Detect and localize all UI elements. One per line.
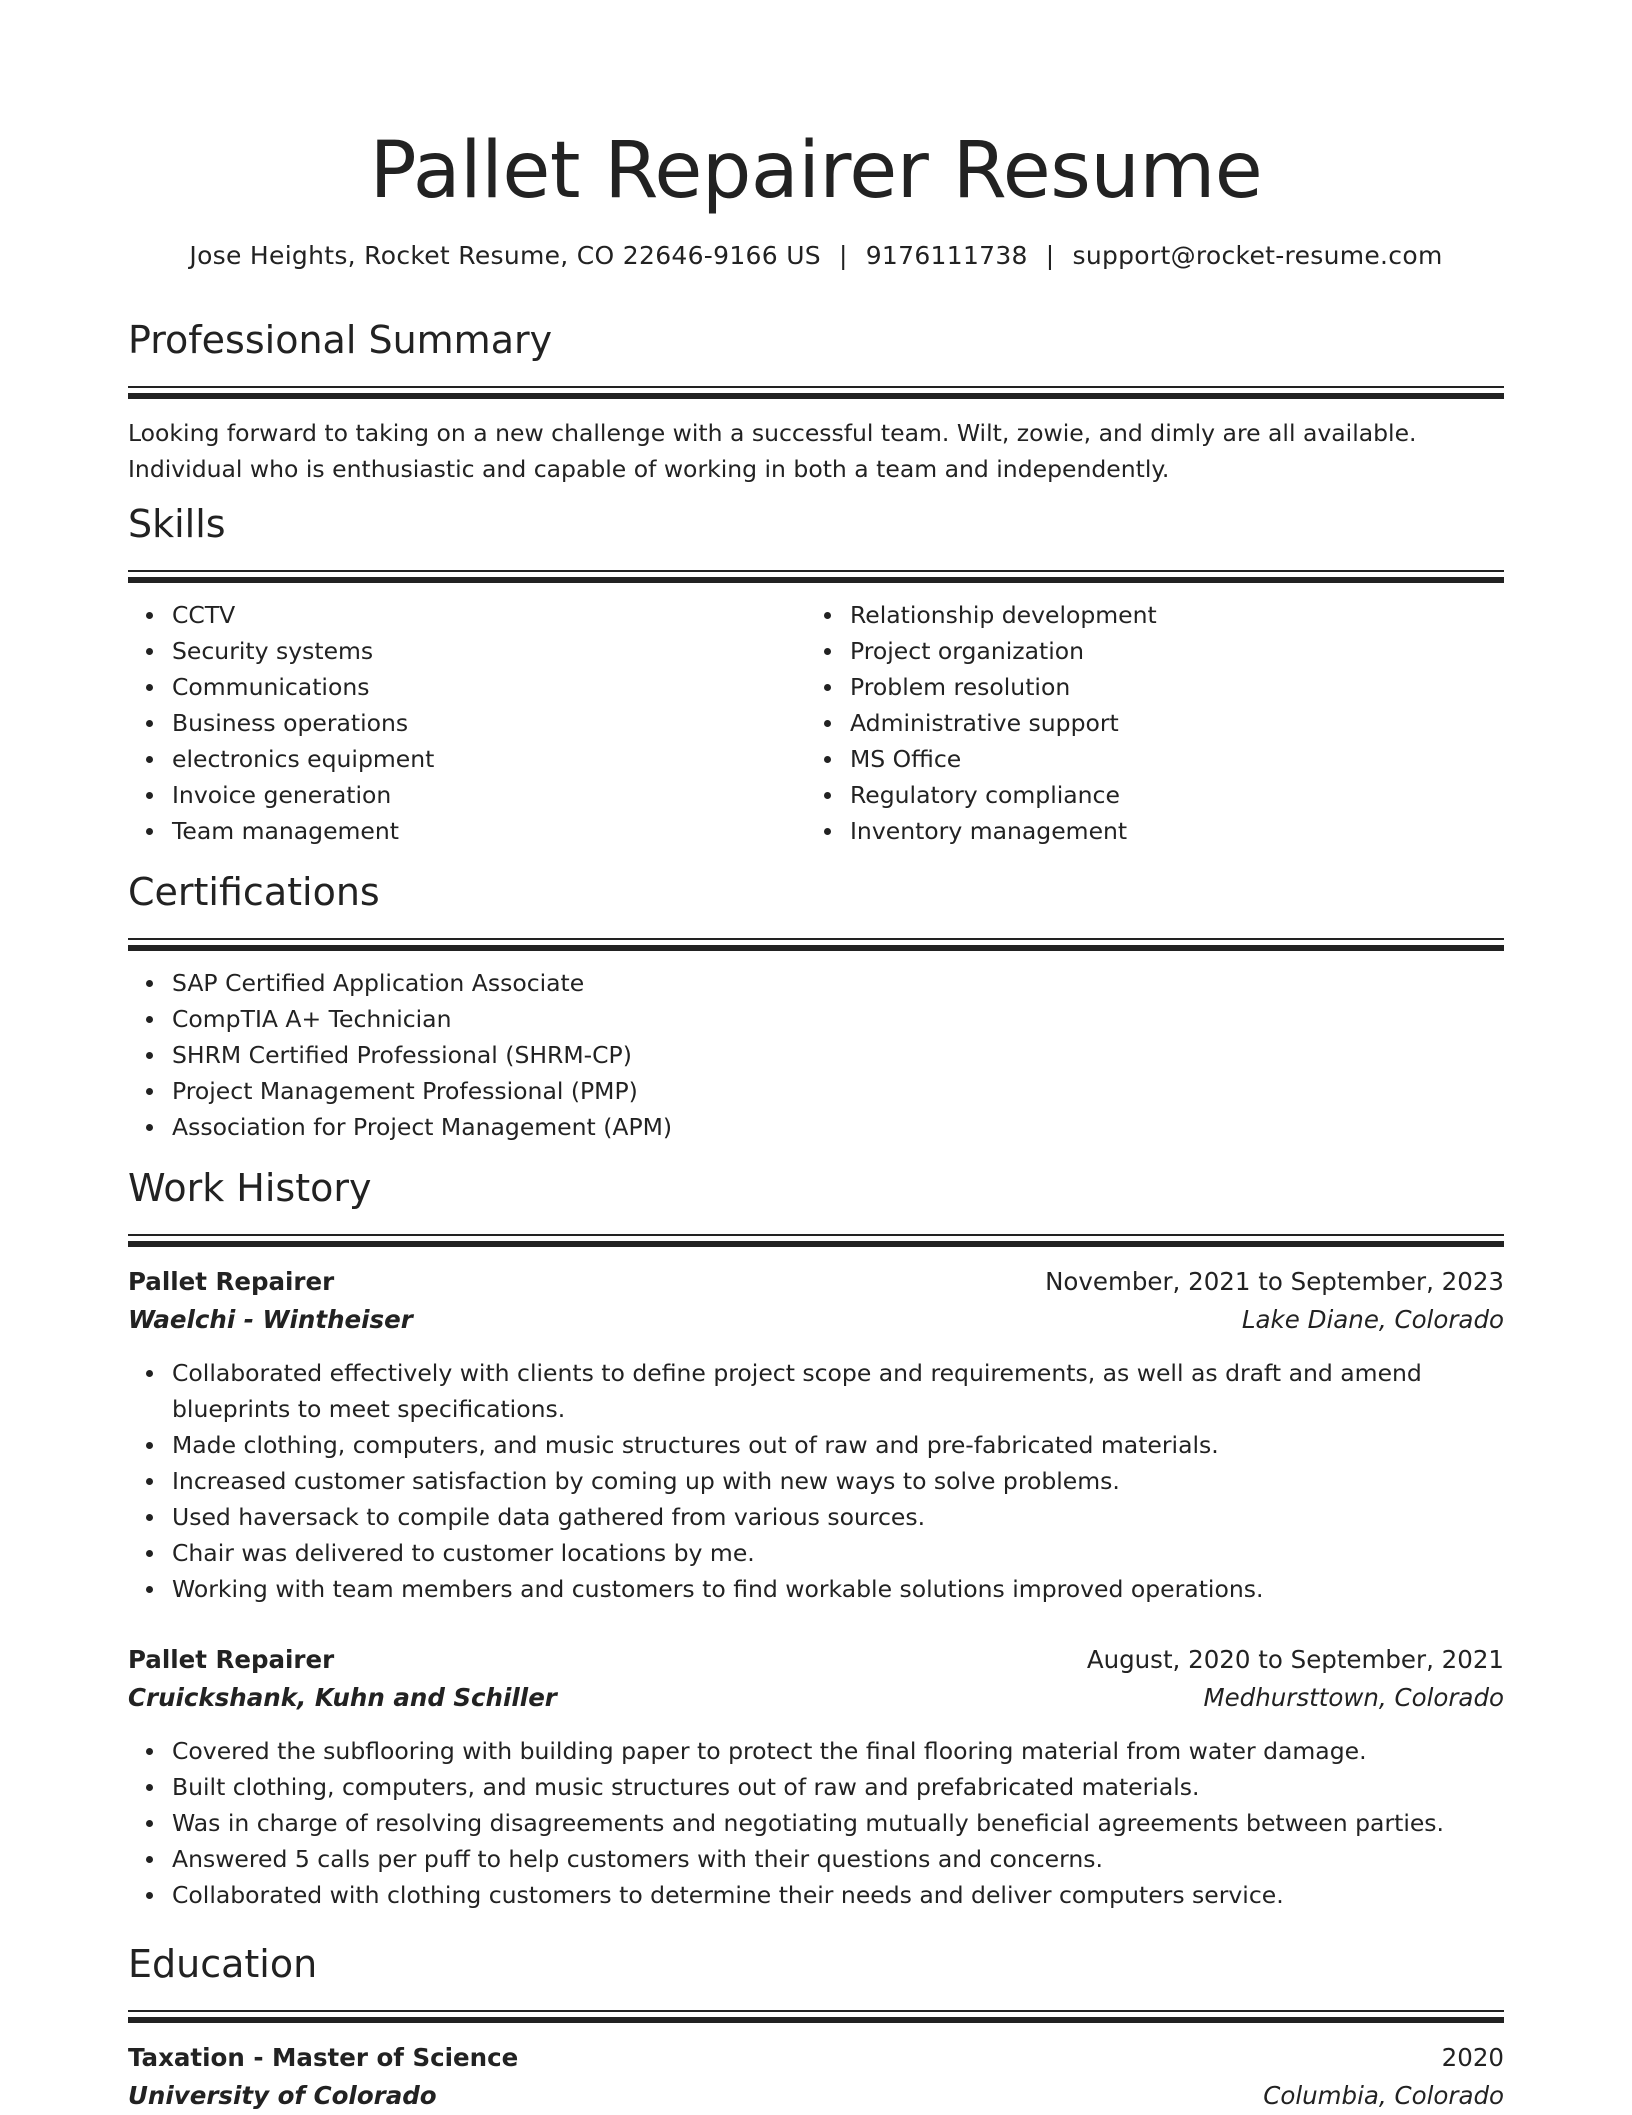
- resume-title: Pallet Repairer Resume: [369, 126, 1263, 216]
- job-header: [128, 1263, 1504, 1301]
- education-entry: [128, 2039, 1504, 2115]
- section-rule-thick: [128, 945, 1504, 951]
- section-rule-thick: [128, 577, 1504, 583]
- job-subheader: [128, 1679, 1504, 1717]
- job-entry: [128, 1641, 1504, 1913]
- section-rule-thick: [128, 1241, 1504, 1247]
- job-bullets: [128, 1355, 1504, 1607]
- skill-item: CCTV: [172, 597, 806, 633]
- job-bullet: Used haversack to compile data gathered from various sources.: [172, 1499, 1504, 1535]
- skills-column-left: [128, 597, 806, 849]
- job-title: Pallet Repairer: [128, 1645, 335, 1674]
- skill-item: MS Office: [850, 741, 1484, 777]
- section-skills: [128, 500, 1504, 849]
- section-rule-thick: [128, 2017, 1504, 2023]
- job-dates: August, 2020 to September, 2021: [1086, 1645, 1504, 1674]
- job-bullet: Covered the subflooring with building paper to protect the final flooring material from water damage.: [172, 1733, 1504, 1769]
- skill-item: Communications: [172, 669, 806, 705]
- section-summary: [128, 316, 1504, 487]
- certification-item: CompTIA A+ Technician: [172, 1001, 1504, 1037]
- contact-separator: |: [838, 241, 848, 270]
- job-location: Lake Diane, Colorado: [1241, 1305, 1504, 1334]
- job-dates: November, 2021 to September, 2023: [1045, 1267, 1504, 1296]
- section-heading: Certifications: [128, 870, 380, 914]
- section-rule-thin: [128, 938, 1504, 940]
- contact-separator: |: [1045, 241, 1055, 270]
- skills-grid: [128, 597, 1504, 849]
- contact-line: [128, 238, 1504, 274]
- section-heading: Professional Summary: [128, 318, 553, 362]
- certification-item: Project Management Professional (PMP): [172, 1073, 1504, 1109]
- job-company: Waelchi - Wintheiser: [128, 1305, 413, 1334]
- job-bullet: Working with team members and customers to find workable solutions improved operations.: [172, 1571, 1504, 1607]
- section-work-history: [128, 1164, 1504, 1913]
- skill-item: Team management: [172, 813, 806, 849]
- education-subheader: [128, 2077, 1504, 2115]
- job-location: Medhursttown, Colorado: [1203, 1683, 1504, 1712]
- section-heading: Skills: [128, 502, 226, 546]
- section-education: [128, 1940, 1504, 2115]
- section-rule-thick: [128, 393, 1504, 399]
- skill-item: Business operations: [172, 705, 806, 741]
- skill-item: Administrative support: [850, 705, 1484, 741]
- contact-address: Jose Heights, Rocket Resume, CO 22646-9166 US: [189, 241, 821, 270]
- job-bullet: Collaborated effectively with clients to define project scope and requirements, as well as draft and amend blueprints to meet specifications.: [172, 1355, 1504, 1427]
- education-header: [128, 2039, 1504, 2077]
- job-bullet: Answered 5 calls per puff to help customers with their questions and concerns.: [172, 1841, 1504, 1877]
- section-rule-thin: [128, 2010, 1504, 2012]
- education-school: University of Colorado: [128, 2081, 437, 2110]
- skill-item: electronics equipment: [172, 741, 806, 777]
- job-bullet: Built clothing, computers, and music structures out of raw and prefabricated materials.: [172, 1769, 1504, 1805]
- certification-list: [128, 965, 1504, 1145]
- education-location: Columbia, Colorado: [1263, 2081, 1504, 2110]
- job-bullet: Chair was delivered to customer locations by me.: [172, 1535, 1504, 1571]
- job-bullet: Was in charge of resolving disagreements and negotiating mutually beneficial agreements between parties.: [172, 1805, 1504, 1841]
- skill-item: Security systems: [172, 633, 806, 669]
- job-bullets: [128, 1733, 1504, 1913]
- contact-email: support@rocket-resume.com: [1072, 241, 1443, 270]
- skill-item: Relationship development: [850, 597, 1484, 633]
- skill-item: Regulatory compliance: [850, 777, 1484, 813]
- section-rule-thin: [128, 570, 1504, 572]
- certification-item: SAP Certified Application Associate: [172, 965, 1504, 1001]
- section-heading: Work History: [128, 1166, 372, 1210]
- job-company: Cruickshank, Kuhn and Schiller: [128, 1683, 557, 1712]
- job-title: Pallet Repairer: [128, 1267, 335, 1296]
- education-degree: Taxation - Master of Science: [128, 2043, 519, 2072]
- skill-item: Invoice generation: [172, 777, 806, 813]
- section-heading: Education: [128, 1942, 318, 1986]
- job-bullet: Increased customer satisfaction by coming up with new ways to solve problems.: [172, 1463, 1504, 1499]
- contact-phone: 9176111738: [865, 241, 1028, 270]
- job-header: [128, 1641, 1504, 1679]
- section-rule-thin: [128, 386, 1504, 388]
- job-bullet: Made clothing, computers, and music structures out of raw and pre-fabricated materials.: [172, 1427, 1504, 1463]
- certification-item: Association for Project Management (APM): [172, 1109, 1504, 1145]
- education-year: 2020: [1441, 2043, 1504, 2072]
- job-bullet: Collaborated with clothing customers to determine their needs and deliver computers service.: [172, 1877, 1504, 1913]
- skill-item: Project organization: [850, 633, 1484, 669]
- job-subheader: [128, 1301, 1504, 1339]
- skills-column-right: [806, 597, 1484, 849]
- summary-text: Looking forward to taking on a new challenge with a successful team. Wilt, zowie, and dimly are all available. Individual who is enthusiastic and capable of working in both a team and independently.: [128, 419, 1417, 483]
- job-entry: [128, 1263, 1504, 1607]
- section-certifications: [128, 868, 1504, 1145]
- section-rule-thin: [128, 1234, 1504, 1236]
- certification-item: SHRM Certified Professional (SHRM-CP): [172, 1037, 1504, 1073]
- skill-item: Inventory management: [850, 813, 1484, 849]
- skill-item: Problem resolution: [850, 669, 1484, 705]
